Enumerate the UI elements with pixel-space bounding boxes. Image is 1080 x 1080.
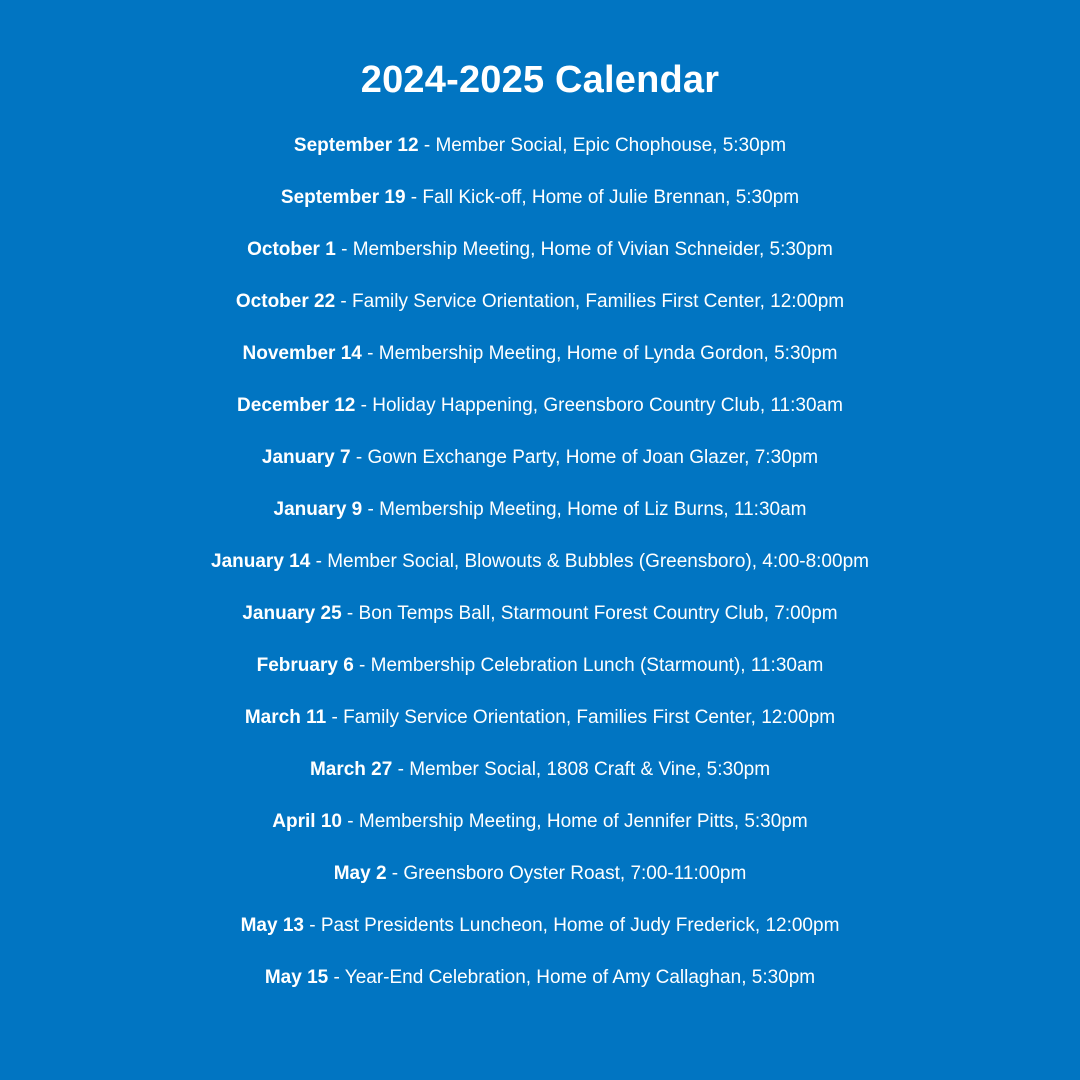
event-date: October 1 (247, 239, 336, 260)
event-list (0, 120, 1080, 1004)
event-details: Member Social, 1808 Craft & Vine, 5:30pm (409, 759, 771, 780)
event-date: March 27 (309, 759, 393, 780)
list-item (0, 744, 1080, 796)
event-details: Year-End Celebration, Home of Amy Callaghan, 5:30pm (344, 967, 816, 988)
event-date: November 14 (242, 343, 362, 364)
list-item (0, 692, 1080, 744)
event-separator: - (303, 915, 321, 936)
event-details: Gown Exchange Party, Home of Joan Glazer, 7:30pm (367, 447, 819, 468)
event-date: January 9 (273, 499, 363, 520)
event-separator: - (350, 447, 368, 468)
list-item (0, 484, 1080, 536)
list-item (0, 640, 1080, 692)
list-item (0, 380, 1080, 432)
event-details: Bon Temps Ball, Starmount Forest Country Club, 7:00pm (358, 603, 838, 624)
event-date: September 19 (280, 187, 406, 208)
event-date: January 14 (211, 551, 311, 572)
list-item (0, 900, 1080, 952)
event-date: April 10 (272, 811, 342, 832)
event-date: December 12 (237, 395, 356, 416)
event-date: October 22 (235, 291, 336, 312)
event-separator: - (355, 395, 373, 416)
list-item (0, 588, 1080, 640)
event-date: September 12 (293, 135, 419, 156)
event-details: Member Social, Blowouts & Bubbles (Greensboro), 4:00-8:00pm (327, 551, 869, 572)
event-details: Fall Kick-off, Home of Julie Brennan, 5:30pm (422, 187, 800, 208)
event-date: May 15 (264, 967, 329, 988)
list-item (0, 328, 1080, 380)
event-separator: - (326, 707, 344, 728)
event-date: January 25 (242, 603, 342, 624)
event-separator: - (342, 811, 359, 832)
event-separator: - (353, 655, 371, 676)
list-item (0, 536, 1080, 588)
event-separator: - (361, 343, 379, 364)
event-details: Membership Meeting, Home of Liz Burns, 11:30am (379, 499, 807, 520)
event-date: March 11 (244, 707, 327, 728)
list-item (0, 120, 1080, 172)
list-item (0, 796, 1080, 848)
event-separator: - (310, 551, 328, 572)
list-item (0, 276, 1080, 328)
event-date: February 6 (256, 655, 354, 676)
event-details: Holiday Happening, Greensboro Country Club, 11:30am (372, 395, 843, 416)
event-date: May 13 (240, 915, 304, 936)
event-details: Past Presidents Luncheon, Home of Judy Frederick, 12:00pm (320, 915, 840, 936)
page-title: 2024-2025 Calendar (360, 59, 720, 101)
event-separator: - (405, 187, 423, 208)
event-details: Family Service Orientation, Families First Center, 12:00pm (352, 291, 845, 312)
event-separator: - (418, 135, 436, 156)
event-separator: - (392, 759, 410, 780)
event-details: Membership Meeting, Home of Lynda Gordon, 5:30pm (378, 343, 838, 364)
list-item (0, 848, 1080, 900)
event-details: Membership Celebration Lunch (Starmount), 11:30am (370, 655, 824, 676)
event-separator: - (341, 603, 359, 624)
event-separator: - (386, 863, 404, 884)
event-separator: - (328, 967, 345, 988)
list-item (0, 432, 1080, 484)
list-item (0, 172, 1080, 224)
event-details: Family Service Orientation, Families First Center, 12:00pm (343, 707, 836, 728)
list-item (0, 224, 1080, 276)
event-date: January 7 (261, 447, 351, 468)
event-separator: - (335, 239, 353, 260)
event-separator: - (362, 499, 380, 520)
event-separator: - (335, 291, 353, 312)
list-item (0, 952, 1080, 1004)
event-details: Membership Meeting, Home of Jennifer Pitts, 5:30pm (358, 811, 808, 832)
event-date: May 2 (333, 863, 387, 884)
event-details: Member Social, Epic Chophouse, 5:30pm (435, 135, 787, 156)
event-details: Membership Meeting, Home of Vivian Schneider, 5:30pm (352, 239, 833, 260)
event-details: Greensboro Oyster Roast, 7:00-11:00pm (403, 863, 747, 884)
